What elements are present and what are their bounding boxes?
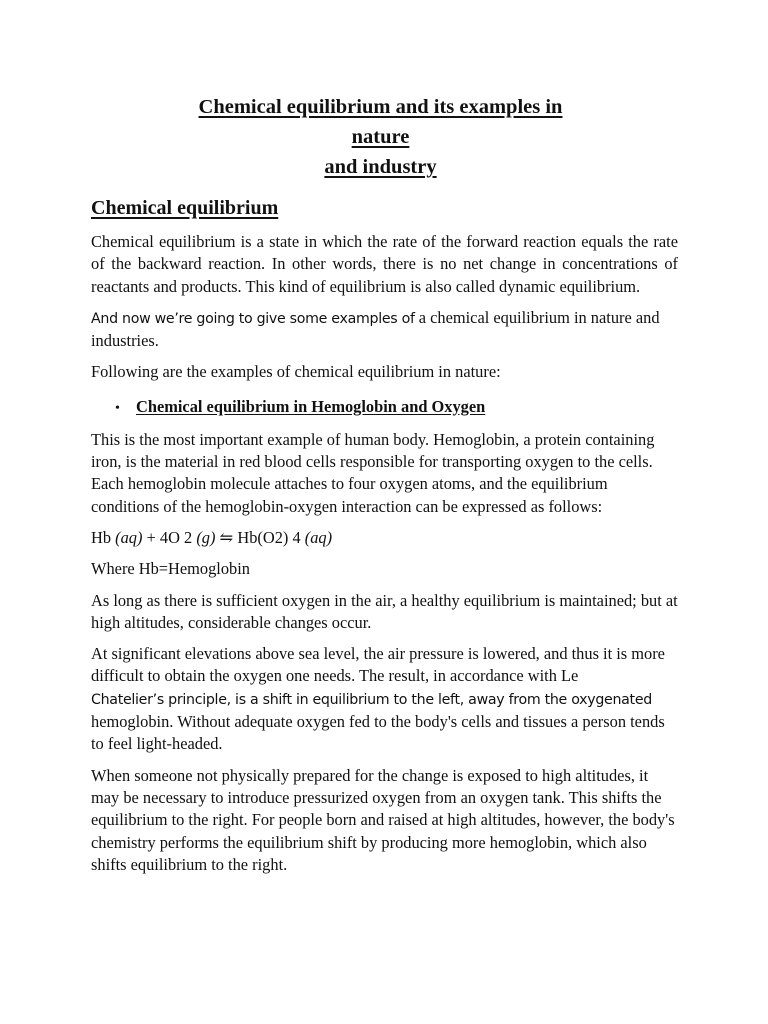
paragraph-altitude: As long as there is sufficient oxygen in the air, a healthy equilibrium is maintained; but at high altitudes, considerable changes occur.	[91, 590, 678, 632]
paragraph-le-chatelier	[91, 643, 678, 755]
equation	[91, 527, 678, 549]
le-chatelier-emphasis: Chatelier’s principle, is a shift in equilibrium to the left, away from the oxygenated	[91, 691, 652, 708]
paragraph-hemoglobin: This is the most important example of human body. Hemoglobin, a protein containing iron, is the material in red blood cells responsible for transporting oxygen to the cells. Each hemoglobin molecule attaches to four oxygen atoms, and the equilibrium conditions of the hemoglobin-oxygen interaction can be expressed as follows:	[91, 429, 655, 516]
bullet-icon: •	[115, 400, 120, 416]
paragraph-definition: Chemical equilibrium is a state in which the rate of the forward reaction equals the rate of the backward reaction. In other words, there is no net change in concentrations of reactants and products. This kind of equilibrium is also called dynamic equilibrium.	[91, 232, 678, 296]
equation-state: (aq)	[304, 527, 333, 547]
bullet-item	[91, 396, 678, 420]
le-chatelier-text-a: At significant elevations above sea level, the air pressure is lowered, and thus it is more difficult to obtain the oxygen one needs. The result, in accordance with Le	[91, 644, 665, 686]
where-definition: Where Hb=Hemoglobin	[91, 559, 250, 579]
examples-intro-emphasis: And now we’re going to give some examples of	[91, 310, 415, 327]
document-title-line-2: and industry	[324, 156, 437, 178]
bullet-heading-hemoglobin: Chemical equilibrium in Hemoglobin and Oxygen	[136, 396, 486, 416]
equation-part: ⇋ Hb(O2) 4	[215, 527, 305, 547]
document-page	[91, 92, 678, 876]
le-chatelier-text-c: hemoglobin. Without adequate oxygen fed to the body's cells and tissues a person tends to feel light-headed.	[91, 712, 665, 754]
document-title	[91, 92, 573, 182]
document-title-line-1: Chemical equilibrium and its examples in nature	[198, 96, 563, 148]
equation-part: Hb	[91, 527, 116, 547]
equation-state: (aq)	[115, 527, 143, 547]
examples-intro-rest: a chemical equilibrium in nature and industries.	[91, 307, 660, 351]
paragraph-nature-examples: Following are the examples of chemical equilibrium in nature:	[91, 362, 501, 382]
equation-state: (g)	[196, 527, 216, 547]
paragraph-examples-intro	[91, 307, 678, 353]
section-heading: Chemical equilibrium	[91, 197, 279, 219]
equation-part: + 4O 2	[142, 527, 197, 547]
paragraph-oxygen-tank: When someone not physically prepared for the change is exposed to high altitudes, it may be necessary to introduce pressurized oxygen from an oxygen tank. This shifts the equilibrium to the right. For people born and raised at high altitudes, however, the body's chemistry performs the equilibrium shift by producing more hemoglobin, which also shifts equilibrium to the right.	[91, 765, 675, 874]
